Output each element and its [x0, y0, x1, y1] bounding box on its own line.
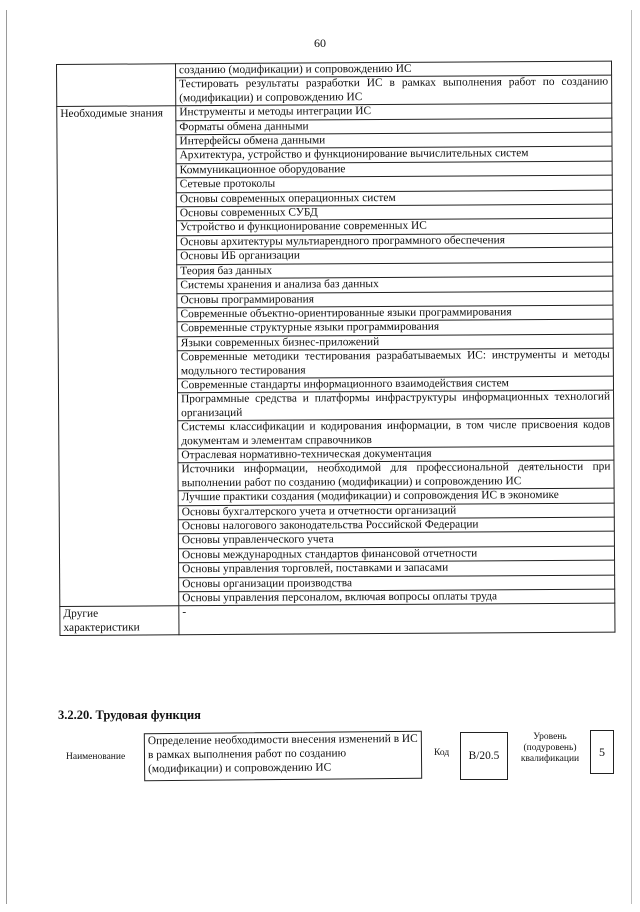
- section-title: 3.2.20. Трудовая функция: [58, 708, 201, 722]
- row-value: Источники информации, необходимой для профессиональной деятельности при выполнении работ по созданию (модификации) и сопровождению ИС: [178, 460, 614, 490]
- code-label: Код: [434, 748, 450, 758]
- name-label: Наименование: [66, 752, 126, 762]
- row-value: Современные структурные языки программирования: [177, 319, 613, 336]
- row-value: Тестировать результаты разработки ИС в рамках выполнения работ по созданию (модификации) и сопровождению ИС: [176, 76, 612, 106]
- row-value: Инструменты и методы интеграции ИС: [176, 103, 612, 120]
- row-value: Современные стандарты информационного взаимодействия систем: [177, 376, 613, 393]
- row-value: Основы управления персоналом, включая вопросы оплаты труда: [179, 589, 615, 606]
- row-value: Основы архитектуры мультиарендного программного обеспечения: [177, 233, 613, 250]
- row-label: Другие характеристики: [60, 606, 179, 636]
- row-value: Сетевые протоколы: [176, 175, 612, 192]
- page-number: 60: [314, 36, 326, 50]
- row-label: Необходимые знания: [57, 106, 179, 607]
- row-value: Системы хранения и анализа баз данных: [177, 276, 613, 293]
- row-value: Форматы обмена данными: [176, 118, 612, 135]
- row-value: Основы современных СУБД: [176, 204, 612, 221]
- row-value: Коммуникационное оборудование: [176, 161, 612, 178]
- row-value: Основы международных стандартов финансовой отчетности: [178, 546, 614, 563]
- row-value: Программные средства и платформы инфраструктуры информационных технологий организаций: [178, 390, 614, 420]
- level-label: Уровень (подуровень) квалификации: [520, 732, 580, 764]
- qualification-level: 5: [590, 730, 614, 774]
- row-value: Современные методики тестирования разрабатываемых ИС: инструменты и методы модульного тестирования: [177, 348, 613, 378]
- row-value: -: [179, 604, 615, 635]
- function-header: [60, 728, 616, 798]
- row-value: Современные объектно-ориентированные языки программирования: [177, 305, 613, 322]
- row-value: Основы управления торговлей, поставками и запасами: [179, 560, 615, 577]
- row-value: Лучшие практики создания (модификации) и сопровождения ИС в экономике: [178, 488, 614, 505]
- row-value: Основы налогового законодательства Российской Федерации: [178, 517, 614, 534]
- table-row: [60, 604, 615, 636]
- row-value: Устройство и функционирование современных ИС: [176, 219, 612, 236]
- row-value: Теория баз данных: [177, 262, 613, 279]
- row-value: Интерфейсы обмена данными: [176, 132, 612, 149]
- row-value: Основы организации производства: [179, 575, 615, 592]
- function-code: B/20.5: [460, 732, 508, 780]
- row-value: Архитектура, устройство и функционирование вычислительных систем: [176, 147, 612, 164]
- row-label: [57, 64, 176, 107]
- row-value: Основы программирования: [177, 291, 613, 308]
- row-value: Основы управленческого учета: [178, 532, 614, 549]
- row-value: Языки современных бизнес-приложений: [177, 334, 613, 351]
- row-value: Основы ИБ организации: [177, 247, 613, 264]
- row-value: Системы классификации и кодирования информации, в том числе присвоения кодов документам и элементам справочников: [178, 418, 614, 448]
- knowledge-table: [56, 64, 612, 636]
- function-name: Определение необходимости внесения изменений в ИС в рамках выполнения работ по созданию (модификации) и сопровождению ИС: [144, 731, 422, 781]
- row-value: Отраслевая нормативно-техническая документация: [178, 446, 614, 463]
- row-value: Основы современных операционных систем: [176, 190, 612, 207]
- row-value: созданию (модификации) и сопровождению ИС: [176, 61, 612, 78]
- row-value: Основы бухгалтерского учета и отчетности организаций: [178, 503, 614, 520]
